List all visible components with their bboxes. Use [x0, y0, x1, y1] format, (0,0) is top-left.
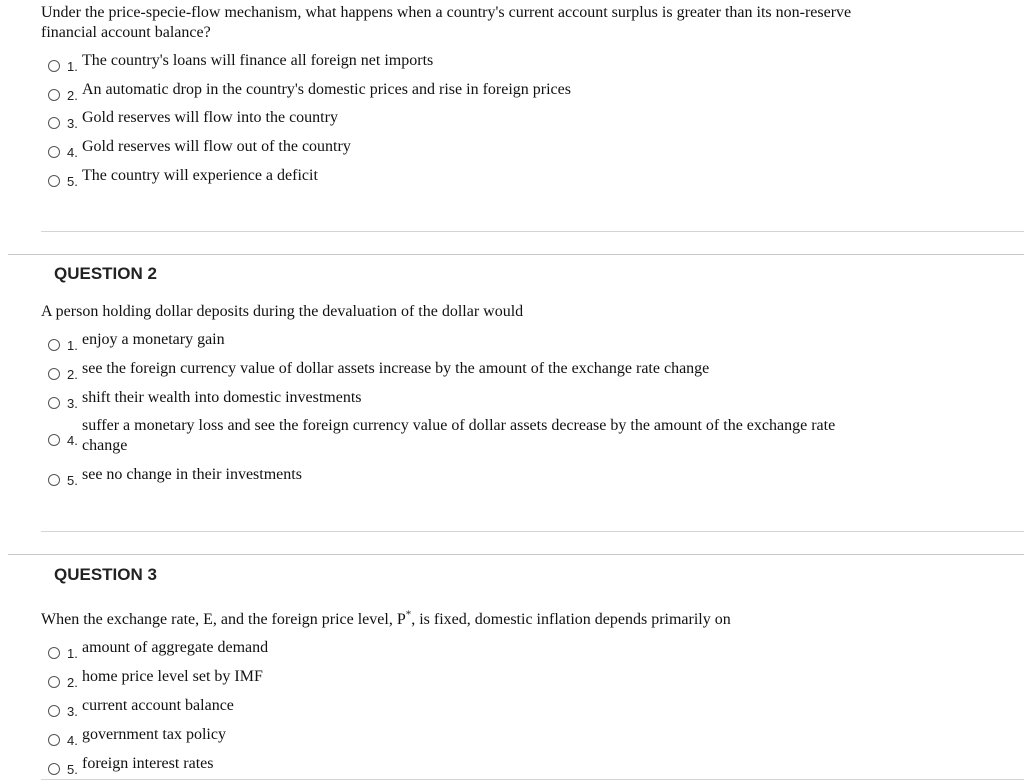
q3-option-4-radio[interactable]	[48, 734, 60, 746]
q3-option-5-label[interactable]: foreign interest rates	[82, 755, 214, 772]
q3-option-5-number: 5.	[67, 762, 78, 777]
question-2-bottom-divider	[41, 531, 1024, 532]
question-2-heading: QUESTION 2	[54, 264, 157, 283]
q1-option-4-label[interactable]: Gold reserves will flow out of the country	[82, 138, 351, 155]
question-3-top-divider	[8, 554, 1024, 555]
q1-option-1-radio[interactable]	[48, 60, 60, 72]
q1-option-2-radio[interactable]	[48, 89, 60, 101]
question-2-top-divider	[8, 254, 1024, 255]
q1-option-2-number: 2.	[67, 88, 78, 103]
q3-option-3-number: 3.	[67, 704, 78, 719]
q2-option-4-label[interactable]: suffer a monetary loss and see the foreign currency value of dollar assets decrease by the amount of the exchange rate	[82, 417, 836, 434]
q1-option-3-radio[interactable]	[48, 117, 60, 129]
q3-option-2-label[interactable]: home price level set by IMF	[82, 668, 263, 685]
question-2-text: A person holding dollar deposits during the devaluation of the dollar would	[41, 303, 524, 320]
q3-option-1-radio[interactable]	[48, 647, 60, 659]
q2-option-4-label-line-2[interactable]: change	[82, 437, 128, 454]
question-3-text-before: When the exchange rate, E, and the foreign price level, P	[41, 611, 406, 628]
question-1-text-line-1: Under the price-specie-flow mechanism, what happens when a country's current account surplus is greater than its non-reserve	[41, 4, 852, 21]
q2-option-3-label[interactable]: shift their wealth into domestic investments	[82, 389, 362, 406]
q3-option-4-label[interactable]: government tax policy	[82, 726, 226, 743]
q1-option-4-radio[interactable]	[48, 146, 60, 158]
q1-option-3-number: 3.	[67, 116, 78, 131]
question-3-heading: QUESTION 3	[54, 565, 157, 584]
q2-option-1-label[interactable]: enjoy a monetary gain	[82, 331, 225, 348]
q2-option-4-number: 4.	[67, 433, 78, 448]
q2-option-5-label[interactable]: see no change in their investments	[82, 466, 302, 483]
q1-option-4-number: 4.	[67, 145, 78, 160]
q3-option-3-label[interactable]: current account balance	[82, 697, 234, 714]
q1-option-3-label[interactable]: Gold reserves will flow into the country	[82, 109, 338, 126]
q2-option-1-number: 1.	[67, 338, 78, 353]
question-3-text	[41, 609, 731, 630]
q1-option-1-number: 1.	[67, 59, 78, 74]
q2-option-5-number: 5.	[67, 473, 78, 488]
q2-option-4-radio[interactable]	[48, 434, 60, 446]
q3-option-1-number: 1.	[67, 646, 78, 661]
q1-option-2-label[interactable]: An automatic drop in the country's domestic prices and rise in foreign prices	[82, 81, 571, 98]
q3-option-3-radio[interactable]	[48, 705, 60, 717]
q2-option-1-radio[interactable]	[48, 339, 60, 351]
q2-option-3-radio[interactable]	[48, 397, 60, 409]
q2-option-2-label[interactable]: see the foreign currency value of dollar assets increase by the amount of the exchange rate change	[82, 360, 710, 377]
q3-option-5-radio[interactable]	[48, 763, 60, 775]
q2-option-3-number: 3.	[67, 396, 78, 411]
question-3-text-after: , is fixed, domestic inflation depends primarily on	[411, 611, 731, 628]
q2-option-5-radio[interactable]	[48, 474, 60, 486]
q3-option-1-label[interactable]: amount of aggregate demand	[82, 639, 269, 656]
q3-option-4-number: 4.	[67, 733, 78, 748]
q1-option-5-radio[interactable]	[48, 175, 60, 187]
question-3-text-superscript: *	[405, 608, 412, 621]
q3-option-2-radio[interactable]	[48, 676, 60, 688]
q1-option-1-label[interactable]: The country's loans will finance all foreign net imports	[82, 52, 434, 69]
q2-option-2-radio[interactable]	[48, 368, 60, 380]
question-1-text-line-2: financial account balance?	[41, 24, 211, 41]
q1-option-5-number: 5.	[67, 174, 78, 189]
q1-option-5-label[interactable]: The country will experience a deficit	[82, 167, 318, 184]
q3-option-2-number: 2.	[67, 675, 78, 690]
q2-option-2-number: 2.	[67, 367, 78, 382]
question-3-bottom-divider	[41, 779, 1024, 780]
question-1-bottom-divider	[41, 231, 1024, 232]
